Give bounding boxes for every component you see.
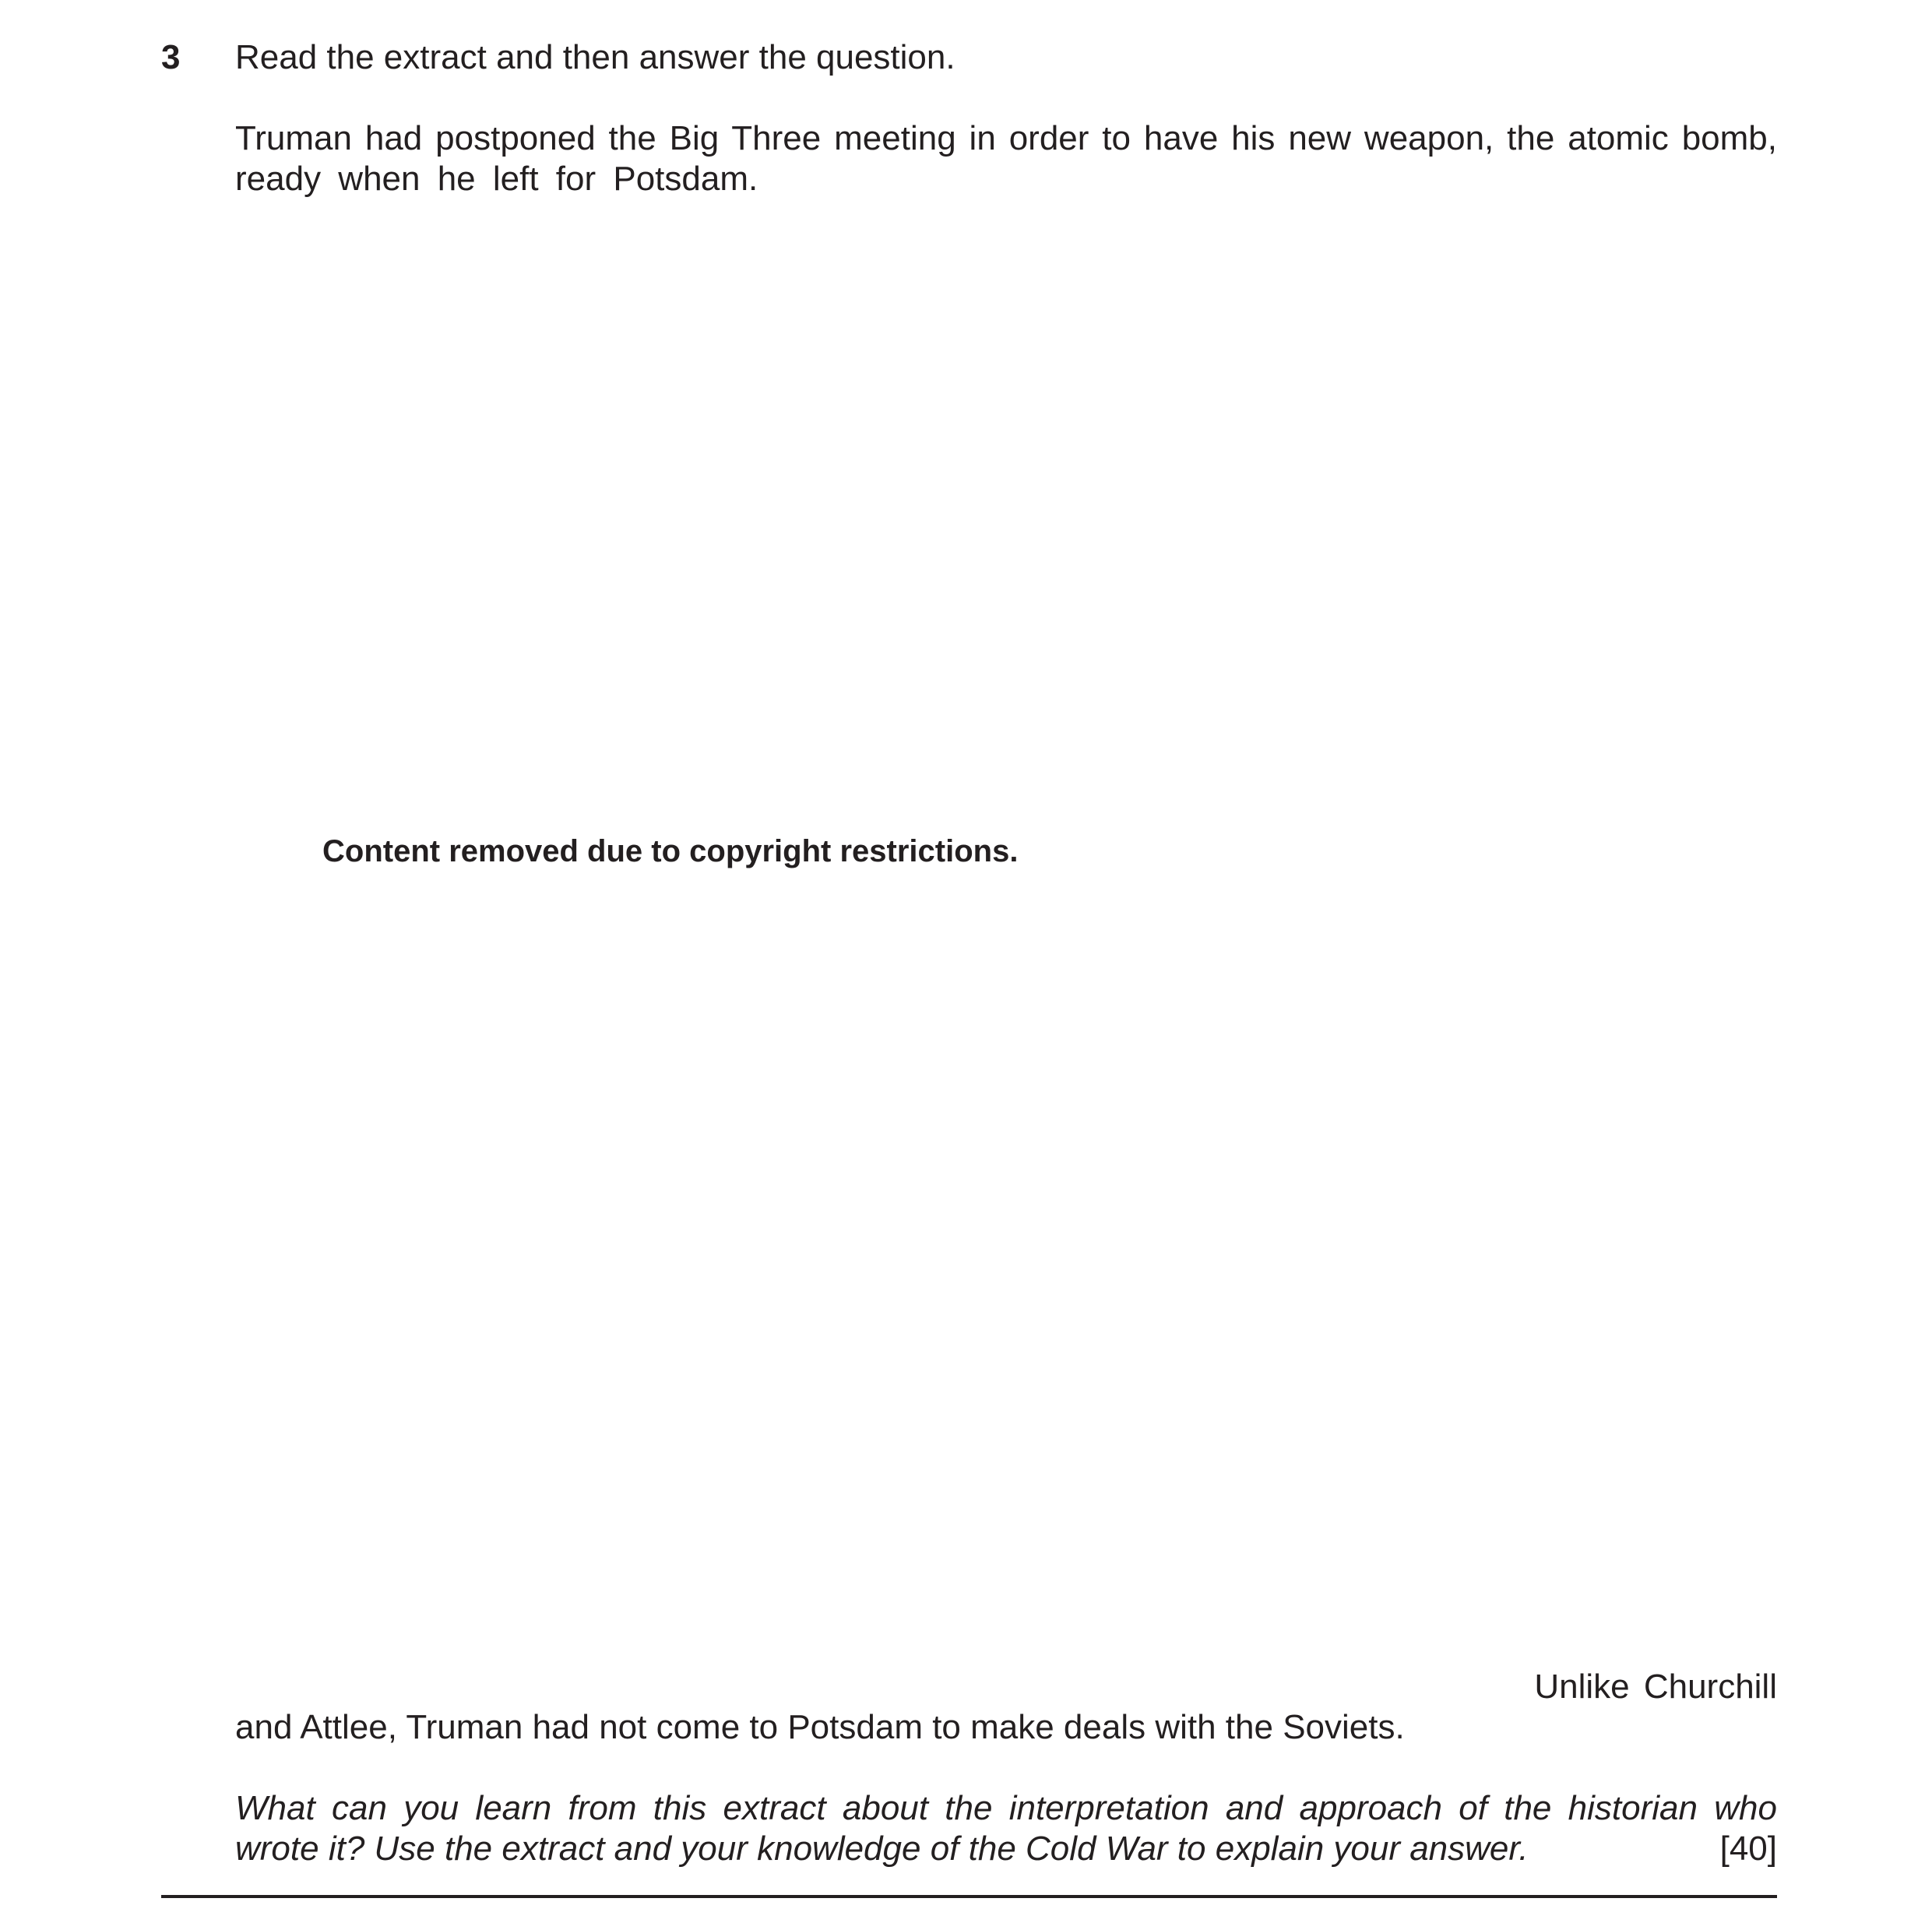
bottom-rule xyxy=(161,1895,1777,1898)
extract-line-2: ready when he left for Potsdam. xyxy=(235,160,758,198)
question-number: 3 xyxy=(161,38,181,76)
marks-label: [40] xyxy=(1719,1830,1777,1868)
question-instruction: Read the extract and then answer the question. xyxy=(235,38,955,76)
extract-line-3: Unlike Churchill xyxy=(1534,1668,1777,1706)
copyright-notice: Content removed due to copyright restrictions. xyxy=(322,834,1019,868)
task-question-line-2: wrote it? Use the extract and your knowledge of the Cold War to explain your answer. xyxy=(235,1830,1529,1868)
extract-line-4: and Attlee, Truman had not come to Potsdam to make deals with the Soviets. xyxy=(235,1708,1405,1746)
task-question-line-1: What can you learn from this extract about the interpretation and approach of the historian who xyxy=(235,1789,1777,1827)
extract-line-1: Truman had postponed the Big Three meeting in order to have his new weapon, the atomic bomb, xyxy=(235,119,1777,157)
